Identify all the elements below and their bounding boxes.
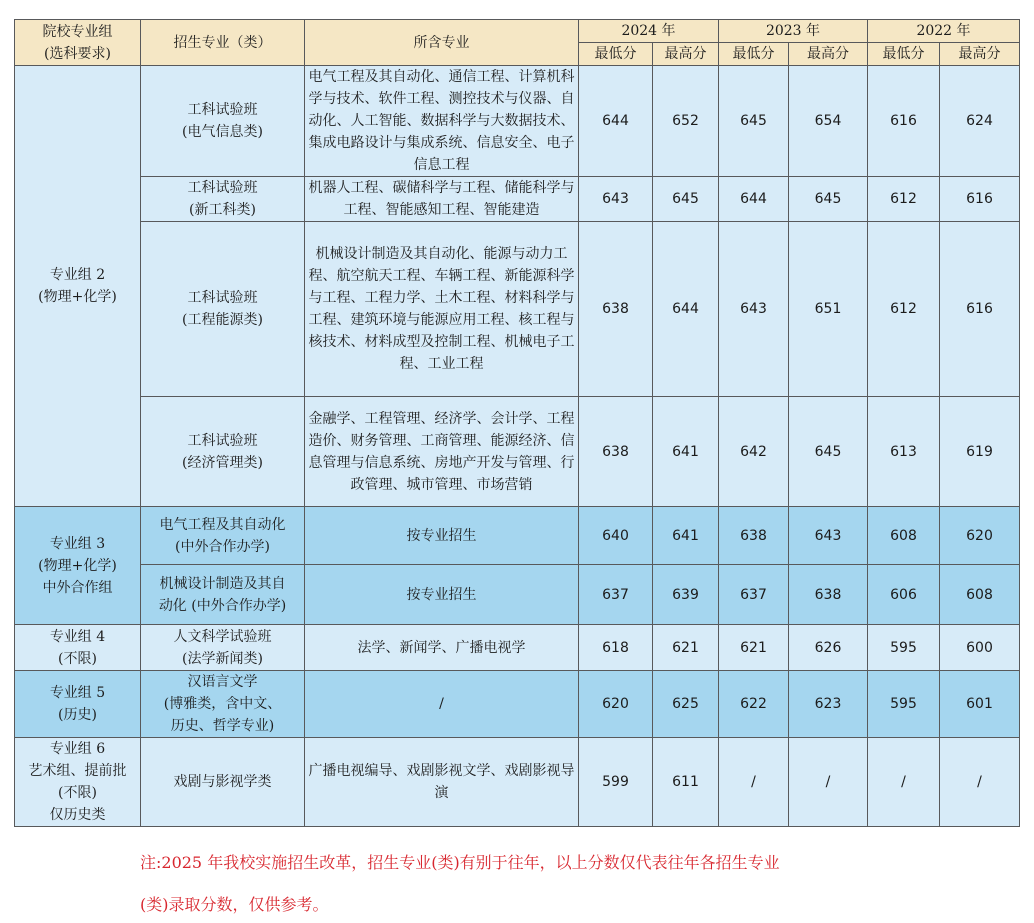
header-min-2022: 最低分	[868, 43, 940, 66]
score-2023-min: 643	[719, 222, 789, 397]
header-min-2023: 最低分	[719, 43, 789, 66]
table-row	[15, 565, 1020, 625]
score-2024-min: 644	[579, 66, 653, 177]
score-2023-max: 643	[789, 507, 868, 565]
score-2022-min: 616	[868, 66, 940, 177]
score-2023-min: 637	[719, 565, 789, 625]
program-cell: 机械设计制造及其自 动化 (中外合作办学)	[141, 565, 305, 625]
score-2024-min: 643	[579, 177, 653, 222]
majors-cell: 按专业招生	[305, 565, 579, 625]
note-line-2: (类)录取分数，仅供参考。	[140, 895, 329, 914]
header-year-2024: 2024 年	[579, 20, 719, 43]
program-cell: 戏剧与影视学类	[141, 738, 305, 827]
score-2024-min: 620	[579, 671, 653, 738]
score-2023-min: 644	[719, 177, 789, 222]
score-2024-max: 611	[653, 738, 719, 827]
score-2022-max: 619	[940, 397, 1020, 507]
group-label-2: 专业组 2 (物理+化学)	[15, 66, 141, 507]
majors-cell: /	[305, 671, 579, 738]
score-2022-max: 601	[940, 671, 1020, 738]
score-2024-min: 618	[579, 625, 653, 671]
score-2022-min: 595	[868, 671, 940, 738]
score-2024-max: 621	[653, 625, 719, 671]
header-majors: 所含专业	[305, 20, 579, 66]
score-2022-max: 600	[940, 625, 1020, 671]
table-row	[15, 222, 1020, 397]
score-2023-min: 621	[719, 625, 789, 671]
group-label-5: 专业组 5 (历史)	[15, 671, 141, 738]
header-year-2023: 2023 年	[719, 20, 868, 43]
table-row	[15, 66, 1020, 177]
program-cell: 工科试验班 (工程能源类)	[141, 222, 305, 397]
score-2024-max: 641	[653, 507, 719, 565]
score-2022-max: 616	[940, 177, 1020, 222]
score-2022-max: /	[940, 738, 1020, 827]
score-2023-max: /	[789, 738, 868, 827]
program-cell: 人文科学试验班 (法学新闻类)	[141, 625, 305, 671]
group-label-4: 专业组 4 (不限)	[15, 625, 141, 671]
score-2023-min: 622	[719, 671, 789, 738]
score-2022-min: 612	[868, 177, 940, 222]
table-row	[15, 671, 1020, 738]
score-2023-min: 638	[719, 507, 789, 565]
group-label-3: 专业组 3 (物理+化学) 中外合作组	[15, 507, 141, 625]
score-2022-min: 595	[868, 625, 940, 671]
score-2023-max: 651	[789, 222, 868, 397]
header-min-2024: 最低分	[579, 43, 653, 66]
score-2023-max: 654	[789, 66, 868, 177]
program-cell: 工科试验班 (新工科类)	[141, 177, 305, 222]
program-cell: 汉语言文学 (博雅类，含中文、 历史、哲学专业)	[141, 671, 305, 738]
score-2023-max: 638	[789, 565, 868, 625]
score-2024-min: 640	[579, 507, 653, 565]
program-cell: 工科试验班 (电气信息类)	[141, 66, 305, 177]
score-2022-max: 608	[940, 565, 1020, 625]
score-2024-max: 625	[653, 671, 719, 738]
majors-cell: 机械设计制造及其自动化、能源与动力工程、航空航天工程、车辆工程、新能源科学与工程、工程力学、土木工程、材料科学与工程、建筑环境与能源应用工程、核工程与核技术、材料成型及控制工程、机械电子工程、工业工程	[305, 222, 579, 397]
score-2023-min: 645	[719, 66, 789, 177]
score-2023-min: 642	[719, 397, 789, 507]
score-2023-max: 645	[789, 177, 868, 222]
score-2024-max: 639	[653, 565, 719, 625]
header-max-2024: 最高分	[653, 43, 719, 66]
score-2024-min: 599	[579, 738, 653, 827]
score-2024-max: 645	[653, 177, 719, 222]
majors-cell: 机器人工程、碳储科学与工程、储能科学与工程、智能感知工程、智能建造	[305, 177, 579, 222]
score-2024-min: 638	[579, 222, 653, 397]
header-program: 招生专业（类）	[141, 20, 305, 66]
header-max-2022: 最高分	[940, 43, 1020, 66]
score-2024-min: 638	[579, 397, 653, 507]
table-row	[15, 625, 1020, 671]
table-row	[15, 507, 1020, 565]
score-2023-min: /	[719, 738, 789, 827]
admission-scores-table	[14, 19, 1020, 827]
header-max-2023: 最高分	[789, 43, 868, 66]
score-2022-min: 612	[868, 222, 940, 397]
program-cell: 电气工程及其自动化 (中外合作办学)	[141, 507, 305, 565]
table-row	[15, 397, 1020, 507]
table-row	[15, 177, 1020, 222]
score-2022-min: /	[868, 738, 940, 827]
score-2023-max: 626	[789, 625, 868, 671]
majors-cell: 金融学、工程管理、经济学、会计学、工程造价、财务管理、工商管理、能源经济、信息管理与信息系统、房地产开发与管理、行政管理、城市管理、市场营销	[305, 397, 579, 507]
note-line-1: 注:2025 年我校实施招生改革，招生专业(类)有别于往年，以上分数仅代表往年各招生专业	[140, 853, 780, 872]
score-2022-max: 616	[940, 222, 1020, 397]
majors-cell: 广播电视编导、戏剧影视文学、戏剧影视导演	[305, 738, 579, 827]
score-2024-min: 637	[579, 565, 653, 625]
score-2022-max: 624	[940, 66, 1020, 177]
header-group: 院校专业组 (选科要求)	[15, 20, 141, 66]
table-row	[15, 738, 1020, 827]
score-2023-max: 645	[789, 397, 868, 507]
score-2022-max: 620	[940, 507, 1020, 565]
majors-cell: 按专业招生	[305, 507, 579, 565]
group-label-6: 专业组 6 艺术组、提前批 (不限) 仅历史类	[15, 738, 141, 827]
score-2022-min: 608	[868, 507, 940, 565]
score-2023-max: 623	[789, 671, 868, 738]
majors-cell: 电气工程及其自动化、通信工程、计算机科学与技术、软件工程、测控技术与仪器、自动化、人工智能、数据科学与大数据技术、集成电路设计与集成系统、信息安全、电子信息工程	[305, 66, 579, 177]
score-2024-max: 652	[653, 66, 719, 177]
header-year-2022: 2022 年	[868, 20, 1020, 43]
score-2024-max: 644	[653, 222, 719, 397]
majors-cell: 法学、新闻学、广播电视学	[305, 625, 579, 671]
score-2022-min: 613	[868, 397, 940, 507]
score-2024-max: 641	[653, 397, 719, 507]
score-2022-min: 606	[868, 565, 940, 625]
program-cell: 工科试验班 (经济管理类)	[141, 397, 305, 507]
admission-scores-table-wrapper	[14, 19, 1020, 827]
